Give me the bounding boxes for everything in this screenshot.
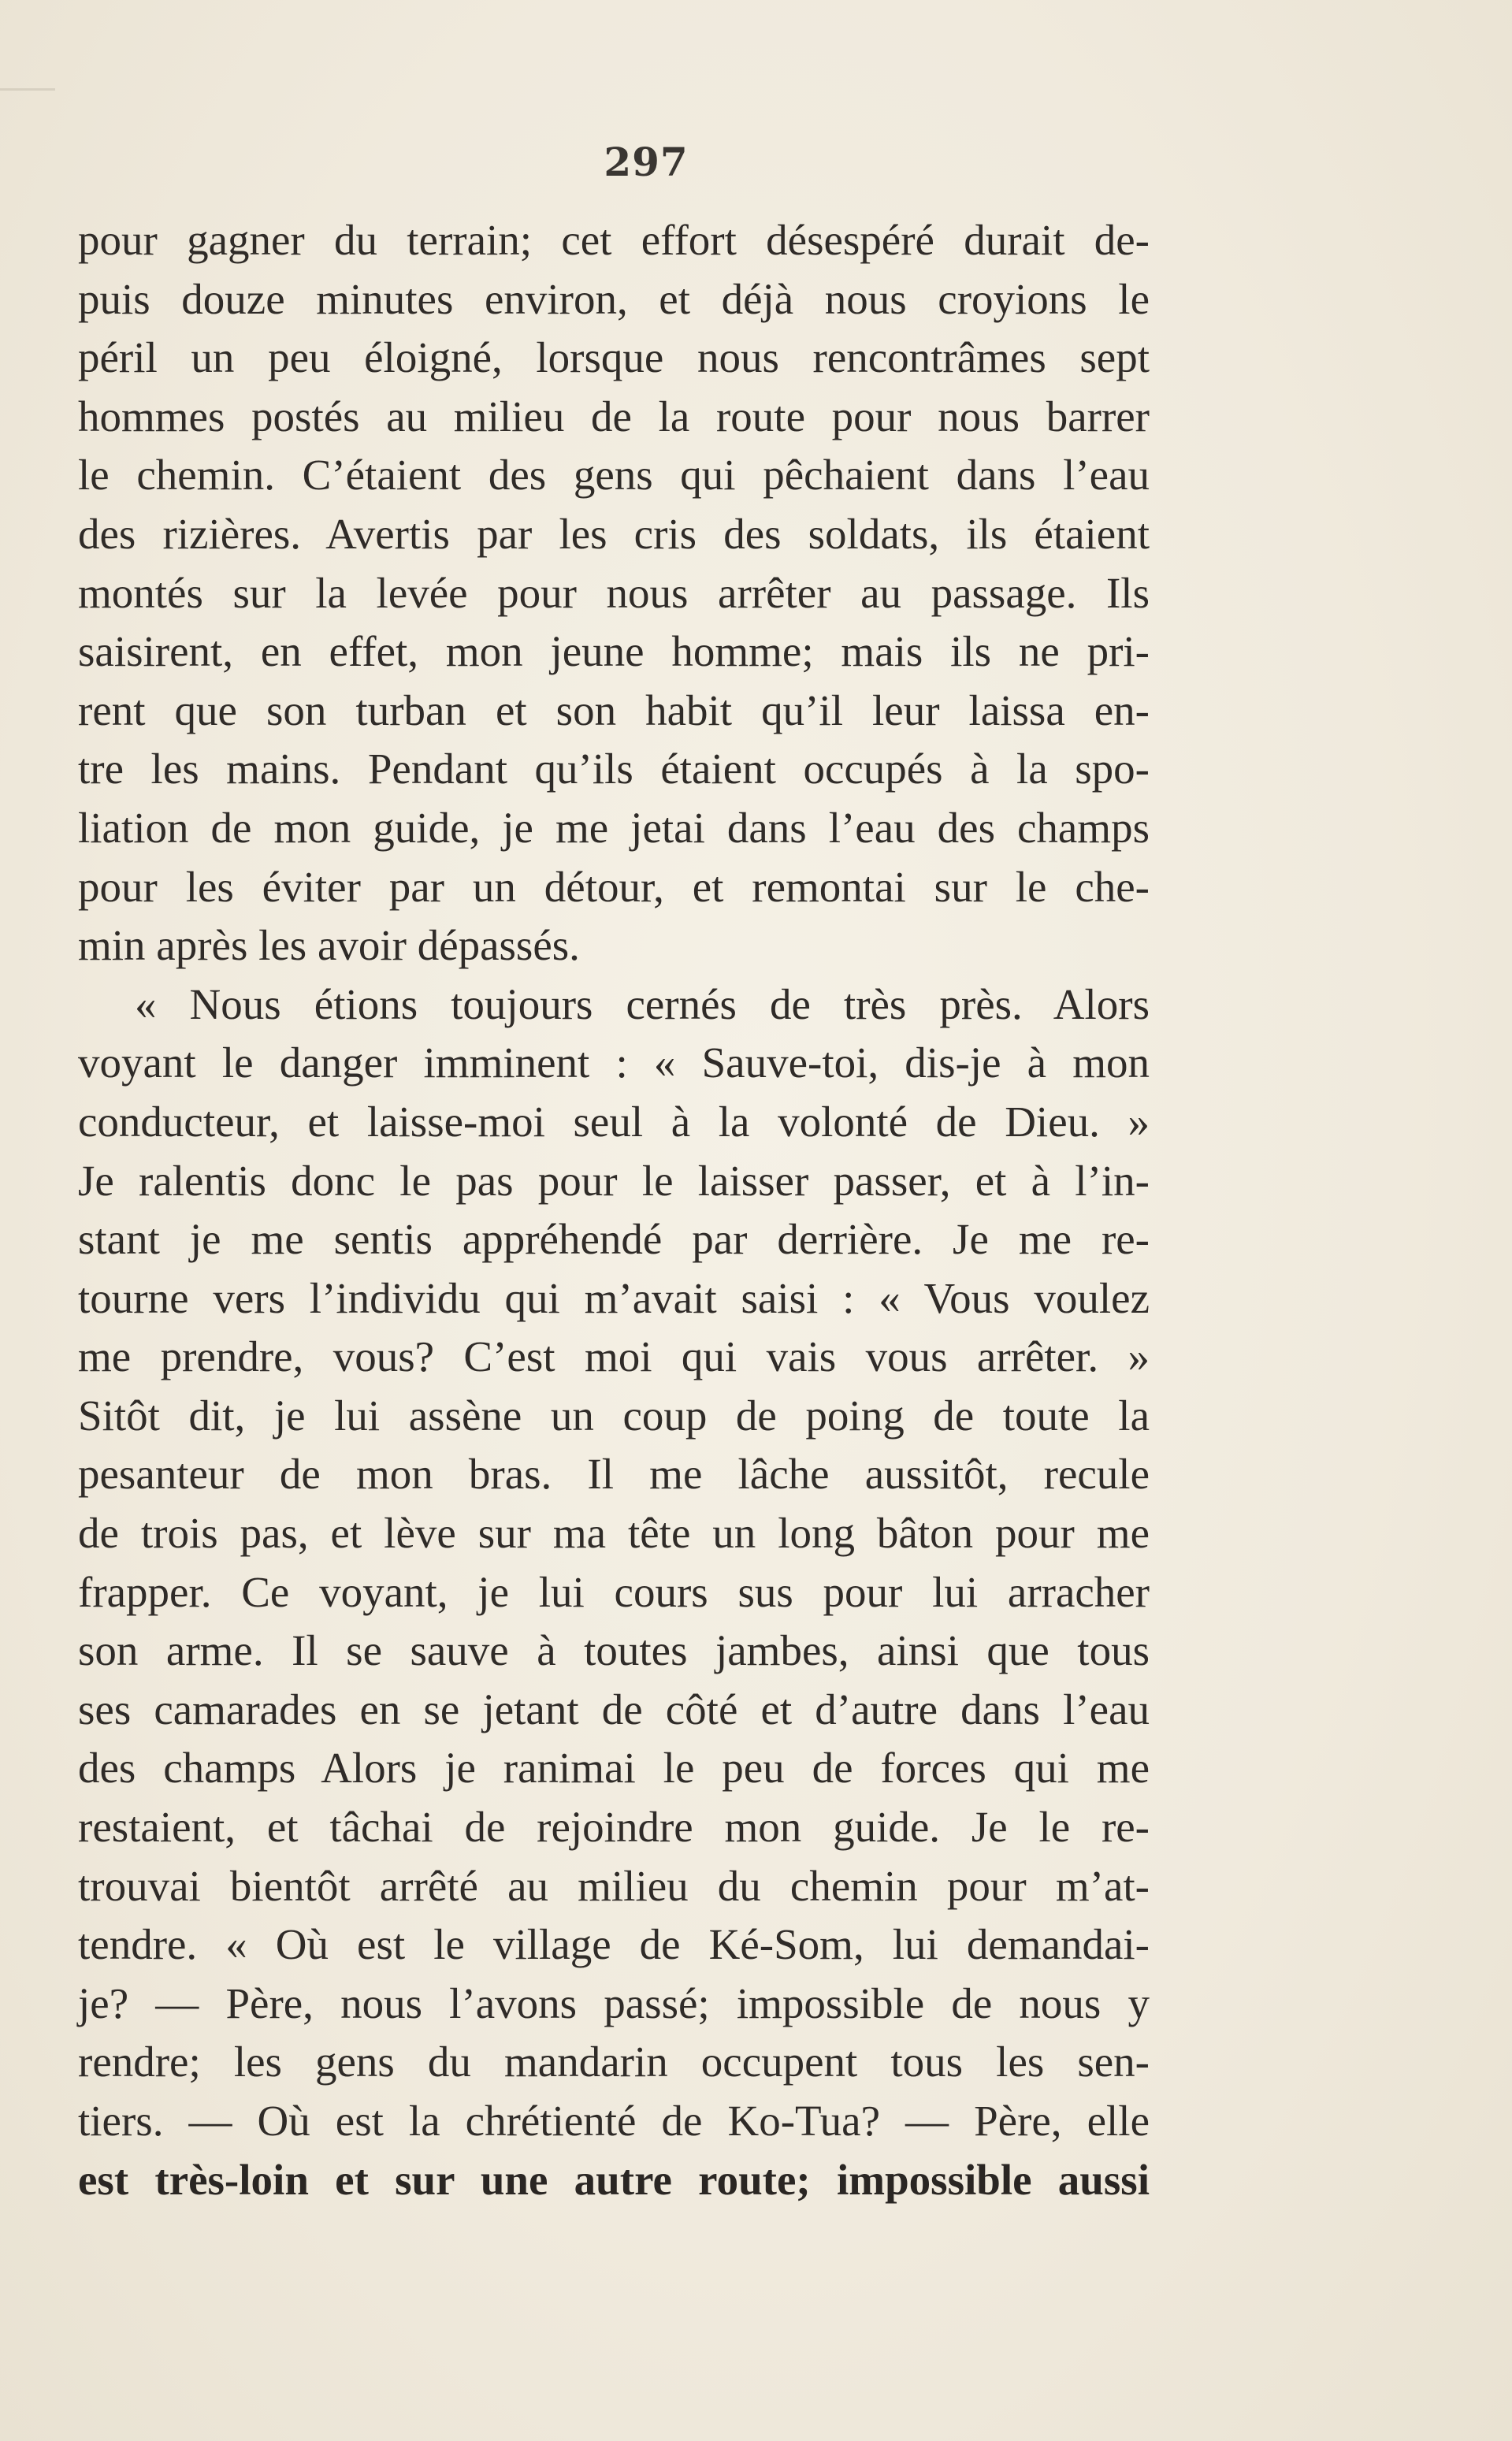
text-line: min après les avoir dépassés.: [78, 921, 580, 970]
margin-mark: [0, 88, 55, 91]
text-line: rent que son turban et son habit qu’il leur laissa en-: [78, 685, 1150, 734]
text-line: Je ralentis donc le pas pour le laisser passer, et à l’in-: [78, 1156, 1150, 1205]
text-line: pour gagner du terrain; cet effort désespéré durait de-: [78, 216, 1150, 264]
text-line: de trois pas, et lève sur ma tête un long bâton pour me: [78, 1509, 1150, 1558]
text-line: le chemin. C’étaient des gens qui pêchaient dans l’eau: [78, 451, 1150, 500]
text-line: est très-loin et sur une autre route; impossible aussi: [78, 2155, 1150, 2204]
text-line: ses camarades en se jetant de côté et d’autre dans l’eau: [78, 1685, 1150, 1733]
text-line: frapper. Ce voyant, je lui cours sus pour lui arracher: [78, 1567, 1150, 1616]
text-line: conducteur, et laisse-moi seul à la volonté de Dieu. »: [78, 1097, 1150, 1146]
text-line: montés sur la levée pour nous arrêter au passage. Ils: [78, 568, 1150, 617]
text-line: pour les éviter par un détour, et remontai sur le che-: [78, 862, 1150, 911]
text-line: trouvai bientôt arrêté au milieu du chemin pour m’at-: [78, 1861, 1150, 1910]
text-line: hommes postés au milieu de la route pour nous barrer: [78, 392, 1150, 440]
text-line: me prendre, vous? C’est moi qui vais vous arrêter. »: [78, 1332, 1150, 1381]
text-line: puis douze minutes environ, et déjà nous croyions le: [78, 274, 1150, 323]
text-line: voyant le danger imminent : « Sauve-toi, dis-je à mon: [78, 1038, 1150, 1087]
paragraph-start-line: « Nous étions toujours cernés de très près. Alors: [135, 979, 1150, 1028]
text-line: tourne vers l’individu qui m’avait saisi : « Vous voulez: [78, 1273, 1150, 1322]
text-line: tre les mains. Pendant qu’ils étaient occupés à la spo-: [78, 745, 1150, 793]
text-line: tendre. « Où est le village de Ké-Som, lui demandai-: [78, 1920, 1150, 1969]
text-line: des champs Alors je ranimai le peu de forces qui me: [78, 1744, 1150, 1793]
body-text: [78, 211, 1150, 2209]
text-line: son arme. Il se sauve à toutes jambes, ainsi que tous: [78, 1626, 1150, 1675]
text-line: rendre; les gens du mandarin occupent tous les sen-: [78, 2038, 1150, 2086]
text-line: pesanteur de mon bras. Il me lâche aussitôt, recule: [78, 1450, 1150, 1499]
text-line: restaient, et tâchai de rejoindre mon guide. Je le re-: [78, 1803, 1150, 1852]
text-line: tiers. — Où est la chrétienté de Ko-Tua? — Père, elle: [78, 2097, 1150, 2145]
text-line: stant je me sentis appréhendé par derrière. Je me re-: [78, 1215, 1150, 1264]
text-line: des rizières. Avertis par les cris des soldats, ils étaient: [78, 509, 1150, 558]
text-line: Sitôt dit, je lui assène un coup de poing de toute la: [78, 1391, 1150, 1440]
page-number: 297: [604, 139, 689, 185]
text-line: saisirent, en effet, mon jeune homme; mais ils ne pri-: [78, 627, 1150, 676]
text-line: péril un peu éloigné, lorsque nous rencontrâmes sept: [78, 333, 1150, 382]
text-line: je? — Père, nous l’avons passé; impossible de nous y: [78, 1978, 1150, 2027]
text-line: liation de mon guide, je me jetai dans l’eau des champs: [78, 803, 1150, 852]
